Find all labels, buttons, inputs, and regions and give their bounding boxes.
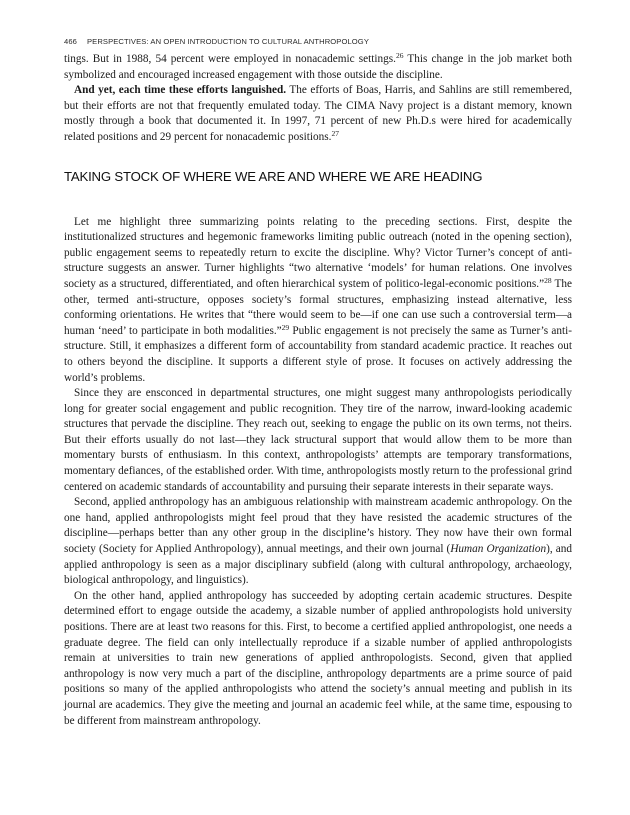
paragraph-departmental: Since they are ensconced in departmental structures, one might suggest many anthropologists periodically long for greater social engagement and public recognition. They tire of the narrow, inward-looking academic structures that pervade the discipline. They reach out, seeking to engage the public on its own terms, not theirs. But their efforts usually do not last—they lack structural support that would allow them to be more than momentary bursts of enthusiasm. In this context, anthropologists’ attempts are temporary transformations, momentary defiances, of the established order. With time, anthropologists mostly return to the professional grind centered on academic standards of accountability and pursuing their separate interests in their separate ways.: [64, 387, 572, 493]
paragraph-continued: tings. But in 1988, 54 percent were employed in nonacademic settings.$^{26}$ This change in the job market both symbolized and encouraged increased engagement with those outside the discipline.: [64, 51, 572, 81]
paragraph-applied-ambiguous: Second, applied anthropology has an ambiguous relationship with mainstream academic anthropology. On the one hand, applied anthropologists might feel proud that they have resisted the academic structures of the discipline—perhaps better than any other group in the discipline’s history. They now have their own formal society (Society for Applied Anthropology), annual meetings, and their own journal (Human Organization), and applied anthropology is seen as a major disciplinary subfield (along with cultural anthropology, archaeology, biological anthropology, and linguistics).: [64, 496, 572, 587]
body-text-top: [64, 52, 572, 146]
journal-title: Human Organization: [450, 543, 547, 556]
footnote-ref-26[interactable]: 26: [395, 51, 404, 60]
running-header: [64, 36, 572, 48]
bold-lead-in: And yet, each time these efforts languished.: [74, 84, 287, 97]
paragraph-languished: And yet, each time these efforts languished. The efforts of Boas, Harris, and Sahlins are still remembered, but their efforts are not that frequently emulated today. The CIMA Navy project is a distant memory, known mostly through a book that documented it. In 1997, 71 percent of new Ph.D.s were hired for academically related positions and 29 percent for nonacademic positions.$^{27}$: [64, 84, 573, 143]
footnote-ref-28[interactable]: 28: [544, 275, 552, 285]
running-title: PERSPECTIVES: AN OPEN INTRODUCTION TO CULTURAL ANTHROPOLOGY: [86, 37, 369, 46]
paragraph-anti-structure: Let me highlight three summarizing points relating to the preceding sections. First, despite the institutionalized structures and hegemonic frameworks limiting public outreach (noted in the opening section), public engagement seems to repeatedly return to excite the discipline. Why? Victor Turner’s concept of anti-structure suggests an answer. Turner highlights “two alternative ‘models’ for human relations. One involves society as a structured, differentiated, and often hierarchical system of politico-legal-economic positions.”$^{28}$ The other, termed anti-structure, opposes society’s formal structures, emphasizing instead alternative, less conforming orientations. He writes that “there would seem to be—if one can use such a controversial term—a human ‘need’ to participate in both modalities.”$^{29}$ Public engagement is not precisely the same as Turner’s anti-structure. Still, it emphasizes a different form of accountability from standard academic practice. It reaches out to others beyond the discipline. It supports a different style of prose. It focuses on actively addressing the world’s problems.: [64, 215, 572, 384]
paragraph-other-hand: On the other hand, applied anthropology has succeeded by adopting certain academic structures. Despite determined effort to engage outside the academy, a sizable number of applied anthropologists hold university positions. There are at least two reasons for this. First, to become a certified applied anthropologist, one needs a graduate degree. The field can only intellectually reproduce if a sizable number of applied anthropologists remain at universities to train new generations of applied anthropologists. Second, given that applied anthropology is now very much a part of the discipline, anthropology departments are a prime source of paid positions so many of the applied anthropologists who attend the society’s annual meeting and publish in its journal are academics. They give the meeting and journal an academic feel while, at the same time, espousing to be different from mainstream anthropology.: [64, 589, 572, 727]
page: [64, 36, 572, 729]
footnote-ref-29[interactable]: 29: [281, 322, 290, 332]
body-text-section: [64, 215, 572, 730]
section-heading: TAKING STOCK OF WHERE WE ARE AND WHERE WE ARE HEADING: [64, 168, 483, 184]
page-number: 466: [64, 37, 77, 46]
footnote-ref-27[interactable]: 27: [331, 128, 339, 138]
